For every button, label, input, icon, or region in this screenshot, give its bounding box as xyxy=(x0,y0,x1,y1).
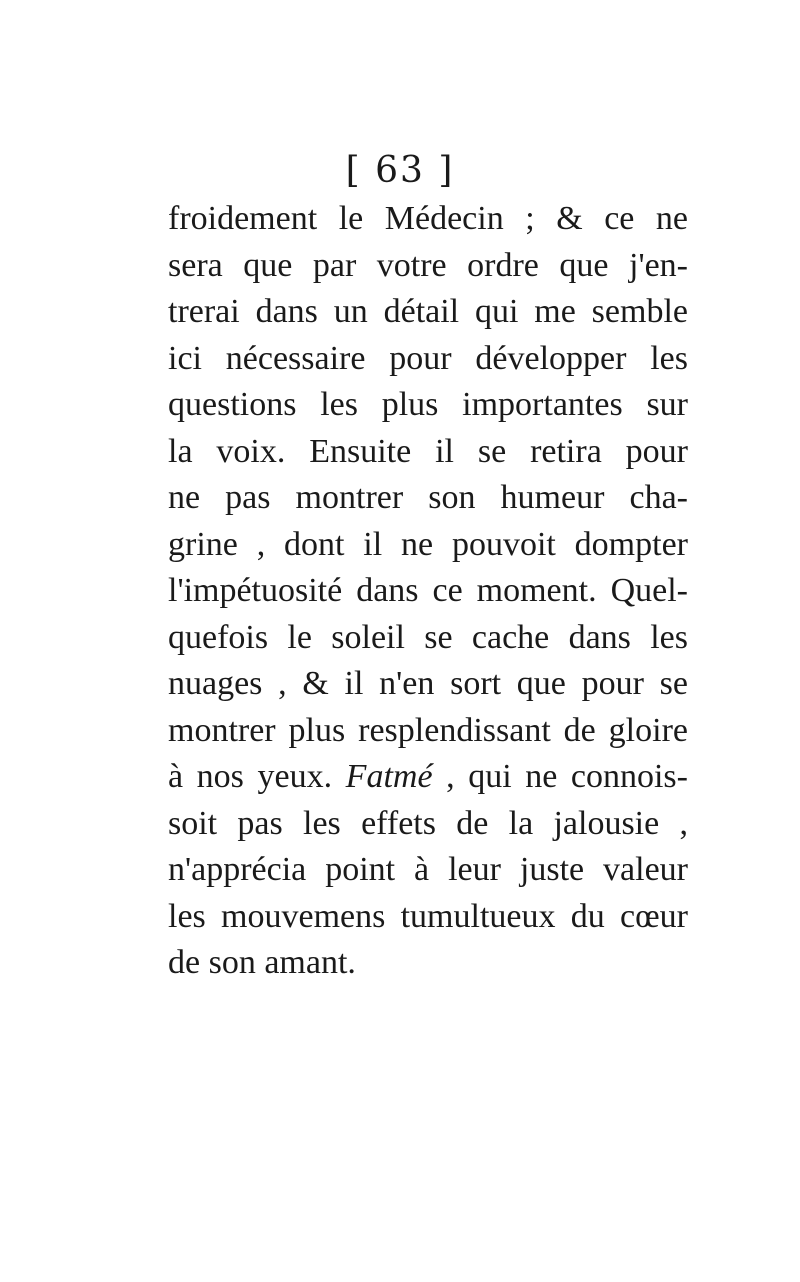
text-line-8: grine , dont il ne pouvoit dompter xyxy=(168,525,688,563)
text-line-3: trerai dans un détail qui me semble xyxy=(168,293,688,330)
text-line-10: quefois le soleil se cache dans les xyxy=(168,618,688,656)
text-line-2: sera que par votre ordre que j'en- xyxy=(168,246,688,284)
text-line-5: questions les plus importantes sur xyxy=(168,386,688,423)
text-line-11: nuages , & il n'en sort que pour se xyxy=(168,665,688,702)
body-text xyxy=(168,196,688,987)
text-line-16: les mouvemens tumultueux du cœur xyxy=(168,897,688,935)
text-line-17: de son amant. xyxy=(168,944,356,981)
text-line-7: ne pas montrer son humeur cha- xyxy=(168,479,688,516)
character-name: Fatmé xyxy=(345,758,433,795)
page-number: [ 63 ] xyxy=(345,150,455,191)
text-line-12: montrer plus resplendissant de gloire xyxy=(168,711,688,749)
text-line-6: la voix. Ensuite il se retira pour xyxy=(168,432,688,470)
text-line-13-start: à nos yeux. xyxy=(168,758,346,795)
text-line-14: soit pas les effets de la jalousie , xyxy=(168,804,688,842)
text-line-9: l'impétuosité dans ce moment. Quel- xyxy=(168,572,688,609)
text-line-13-end: , qui ne connois- xyxy=(432,758,688,795)
text-line-15: n'apprécia point à leur juste valeur xyxy=(168,851,688,888)
text-line-13 xyxy=(168,754,688,801)
text-line-1: froidement le Médecin ; & ce ne xyxy=(168,200,688,237)
text-line-4: ici nécessaire pour développer les xyxy=(168,339,688,377)
